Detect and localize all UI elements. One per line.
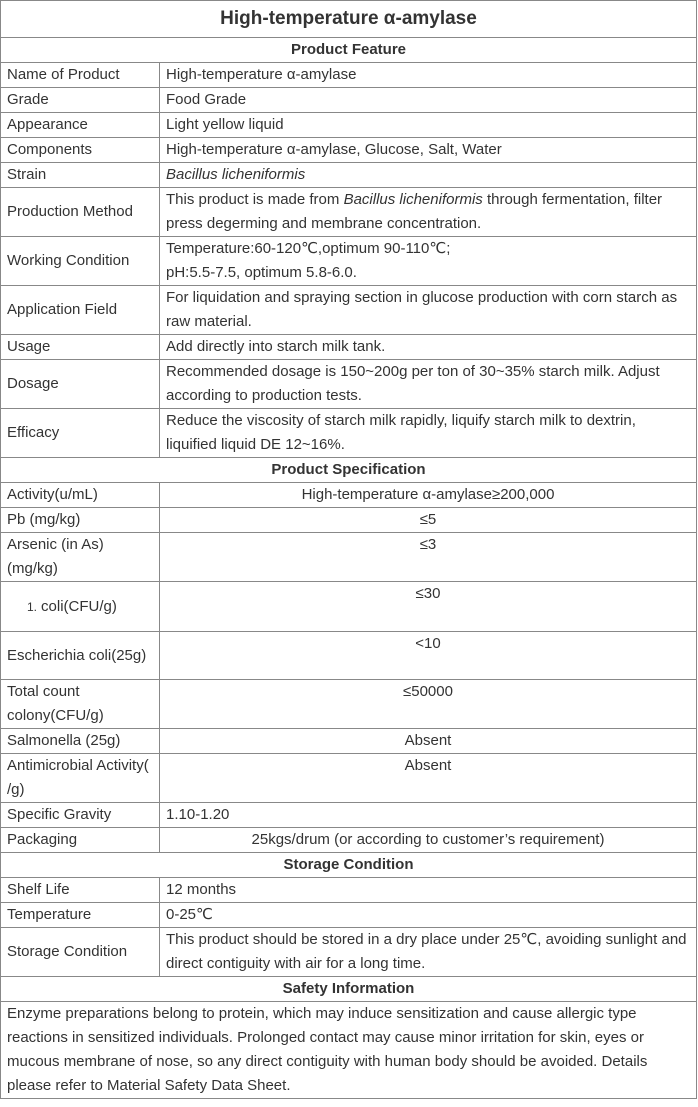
row-label: Pb (mg/kg) bbox=[1, 508, 160, 533]
table-row bbox=[1, 508, 697, 533]
row-value: ≤5 bbox=[160, 508, 697, 533]
row-value: Recommended dosage is 150~200g per ton of 30~35% starch milk. Adjust according to production tests. bbox=[160, 360, 697, 409]
table-row bbox=[1, 878, 697, 903]
method-text-pre: This product is made from bbox=[166, 191, 344, 208]
table-row bbox=[1, 360, 697, 409]
row-value: Add directly into starch milk tank. bbox=[160, 335, 697, 360]
table-row bbox=[1, 582, 697, 632]
method-text-post: through fermentation, filter press degerming and membrane concentration. bbox=[166, 191, 663, 232]
row-label: Name of Product bbox=[1, 63, 160, 88]
row-label: Specific Gravity bbox=[1, 803, 160, 828]
page-title: High-temperature α-amylase bbox=[1, 1, 697, 38]
table-row bbox=[1, 237, 697, 286]
row-label: Grade bbox=[1, 88, 160, 113]
table-row bbox=[1, 113, 697, 138]
row-value bbox=[160, 237, 697, 286]
row-value bbox=[160, 188, 697, 237]
working-temperature: Temperature:60-120℃,optimum 90-110℃; bbox=[166, 240, 451, 257]
row-value: 12 months bbox=[160, 878, 697, 903]
row-value: High-temperature α-amylase≥200,000 bbox=[160, 483, 697, 508]
row-value: ≤30 bbox=[160, 582, 697, 632]
table-row bbox=[1, 138, 697, 163]
row-label: Application Field bbox=[1, 286, 160, 335]
row-value: 25kgs/drum (or according to customer’s requirement) bbox=[160, 828, 697, 853]
row-label: Arsenic (in As) (mg/kg) bbox=[1, 533, 160, 582]
table-row bbox=[1, 903, 697, 928]
row-label bbox=[1, 582, 160, 632]
row-label: Production Method bbox=[1, 188, 160, 237]
row-value: This product should be stored in a dry place under 25℃, avoiding sunlight and direct contiguity with air for a long time. bbox=[160, 928, 697, 977]
row-label: Strain bbox=[1, 163, 160, 188]
table-row bbox=[1, 188, 697, 237]
row-value: ≤50000 bbox=[160, 680, 697, 729]
table-row bbox=[1, 88, 697, 113]
table-row bbox=[1, 286, 697, 335]
row-label: Appearance bbox=[1, 113, 160, 138]
table-row bbox=[1, 928, 697, 977]
row-value: Food Grade bbox=[160, 88, 697, 113]
section-header-row bbox=[1, 458, 697, 483]
safety-text: Enzyme preparations belong to protein, which may induce sensitization and cause allergic type reactions in sensitized individuals. Prolonged contact may cause minor irritation for skin, eyes or mucous membrane of nose, so any direct contiguity with human body should be avoided. Details please refer to Material Safety Data Sheet. bbox=[1, 1002, 697, 1099]
table-row bbox=[1, 828, 697, 853]
row-label: Usage bbox=[1, 335, 160, 360]
row-value: Reduce the viscosity of starch milk rapidly, liquify starch milk to dextrin, liquified liquid DE 12~16%. bbox=[160, 409, 697, 458]
row-label: Dosage bbox=[1, 360, 160, 409]
row-label: Working Condition bbox=[1, 237, 160, 286]
section-product-specification: Product Specification bbox=[1, 458, 697, 483]
section-safety-information: Safety Information bbox=[1, 977, 697, 1002]
section-product-feature: Product Feature bbox=[1, 38, 697, 63]
table-row bbox=[1, 803, 697, 828]
row-value bbox=[160, 163, 697, 188]
title-row bbox=[1, 1, 697, 38]
working-ph: pH:5.5-7.5, optimum 5.8-6.0. bbox=[166, 264, 357, 281]
method-strain-name: Bacillus licheniformis bbox=[343, 191, 483, 208]
row-value: Light yellow liquid bbox=[160, 113, 697, 138]
table-row bbox=[1, 680, 697, 729]
row-label: Total count colony(CFU/g) bbox=[1, 680, 160, 729]
table-row bbox=[1, 163, 697, 188]
row-label: Packaging bbox=[1, 828, 160, 853]
row-value: High-temperature α-amylase bbox=[160, 63, 697, 88]
strain-name: Bacillus licheniformis bbox=[166, 166, 306, 183]
list-number: 1. bbox=[27, 599, 38, 614]
row-value: ≤3 bbox=[160, 533, 697, 582]
row-value: <10 bbox=[160, 632, 697, 680]
table-row bbox=[1, 632, 697, 680]
section-header-row bbox=[1, 38, 697, 63]
row-label: Activity(u/mL) bbox=[1, 483, 160, 508]
row-value: 1.10-1.20 bbox=[160, 803, 697, 828]
section-header-row bbox=[1, 977, 697, 1002]
row-label: Antimicrobial Activity( /g) bbox=[1, 754, 160, 803]
row-label: Temperature bbox=[1, 903, 160, 928]
row-value: 0-25℃ bbox=[160, 903, 697, 928]
section-storage-condition: Storage Condition bbox=[1, 853, 697, 878]
row-label: Components bbox=[1, 138, 160, 163]
row-label: Efficacy bbox=[1, 409, 160, 458]
row-label: Escherichia coli(25g) bbox=[1, 632, 160, 680]
row-value: For liquidation and spraying section in glucose production with corn starch as raw material. bbox=[160, 286, 697, 335]
table-row bbox=[1, 533, 697, 582]
row-label: Storage Condition bbox=[1, 928, 160, 977]
table-row bbox=[1, 335, 697, 360]
row-label: Shelf Life bbox=[1, 878, 160, 903]
table-row bbox=[1, 483, 697, 508]
table-row bbox=[1, 754, 697, 803]
table-row bbox=[1, 1002, 697, 1099]
row-value: High-temperature α-amylase, Glucose, Salt, Water bbox=[160, 138, 697, 163]
row-value: Absent bbox=[160, 754, 697, 803]
coli-label: coli(CFU/g) bbox=[41, 597, 117, 615]
table-row bbox=[1, 63, 697, 88]
row-label: Salmonella (25g) bbox=[1, 729, 160, 754]
table-row bbox=[1, 729, 697, 754]
table-row bbox=[1, 409, 697, 458]
section-header-row bbox=[1, 853, 697, 878]
row-value: Absent bbox=[160, 729, 697, 754]
